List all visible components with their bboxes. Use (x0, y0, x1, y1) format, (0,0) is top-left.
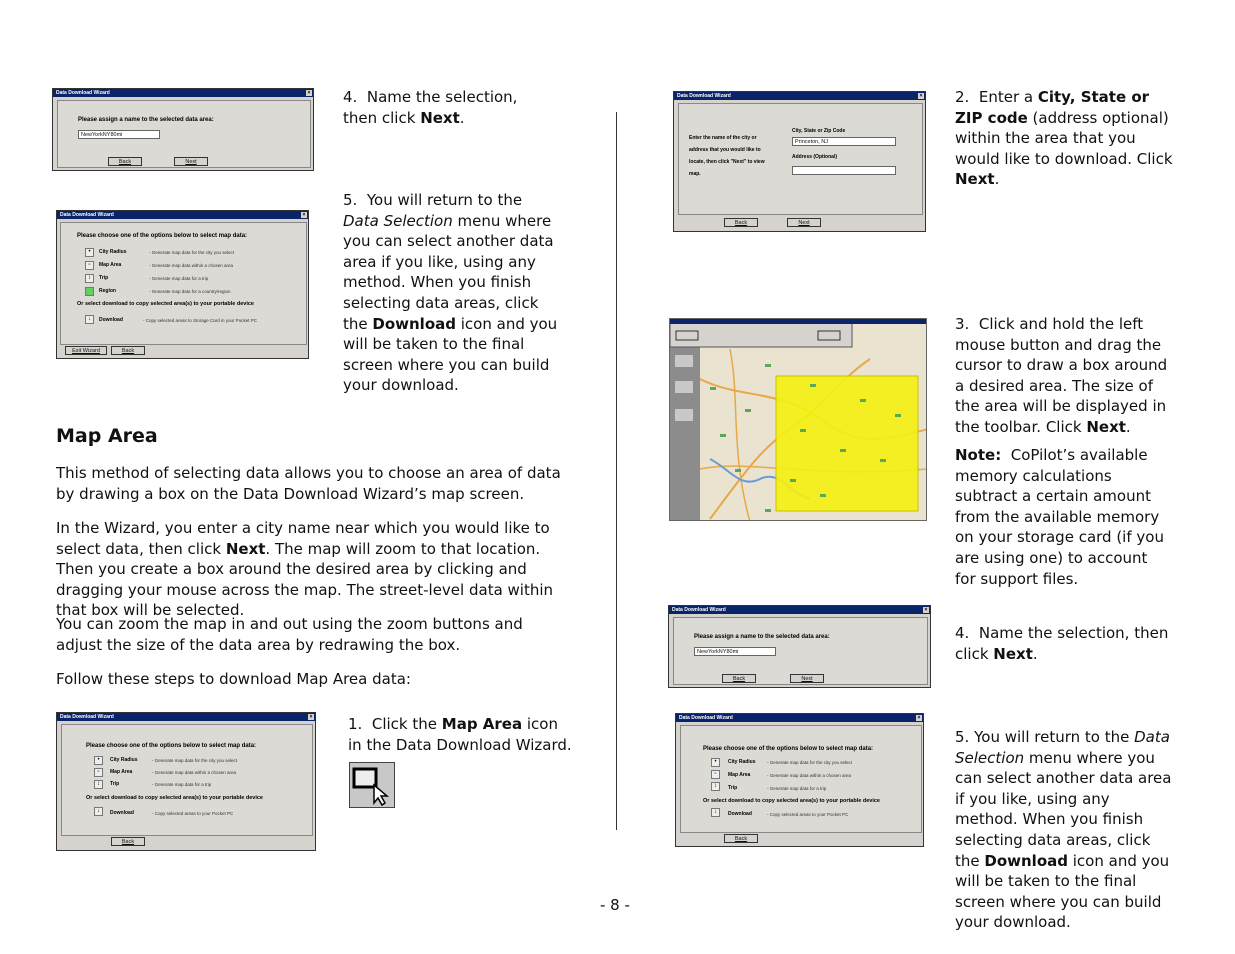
step-number: 2. (955, 88, 970, 106)
step-text-end: . (1125, 417, 1131, 436)
step-text-2: menu where you can select another data area if you like, using any method. When you finish selecting data areas, click the (955, 748, 1172, 870)
download-desc: - Copy selected areas to your Pocket PC (767, 812, 849, 817)
step-bold: Next (1086, 417, 1126, 436)
para-zoom: You can zoom the map in and out using the zoom buttons and adjust the size of the data area by redrawing the box. (56, 615, 523, 654)
column-divider (616, 112, 617, 830)
left-step1-text (348, 714, 573, 755)
map-area-label[interactable]: Map Area (99, 262, 122, 268)
name-field[interactable]: NewYorkNY80mi (694, 647, 776, 656)
step-bold: Download (984, 851, 1068, 870)
dialog-panel (60, 222, 307, 345)
map-area-desc: - Generate map data within a chosen area (767, 773, 852, 778)
step-text-end: icon in the Data Download Wizard. (348, 715, 572, 754)
para-text: In the Wizard, you enter a city name near which you would like to select data, then click (56, 519, 550, 558)
map-area-icon (349, 762, 395, 808)
para-follow: Follow these steps to download Map Area data: (56, 670, 411, 688)
download-label[interactable]: Download (110, 810, 134, 816)
city-radius-label[interactable]: City Radius (99, 249, 127, 255)
choose-prompt: Please choose one of the options below to select map data: (77, 233, 248, 239)
step-number: 3. (955, 315, 970, 333)
close-icon[interactable]: × (917, 715, 921, 721)
city-field[interactable]: Princeton, NJ (792, 137, 896, 146)
download-icon[interactable]: ↓ (711, 808, 720, 817)
city-radius-desc: - Generate map data for the city you select (767, 760, 853, 765)
step-number: 4. (955, 624, 970, 642)
step-text-3: icon and you will be taken to the final screen where you can build your download. (343, 314, 558, 395)
map-area-icon[interactable]: ▫ (94, 768, 103, 777)
trip-label[interactable]: Trip (728, 785, 738, 791)
dialog-titlebar (57, 211, 308, 219)
dialog-panel (678, 103, 923, 215)
back-button[interactable]: Back (108, 157, 142, 166)
or-select-prompt: Or select download to copy selected area(s) to your portable device (86, 795, 263, 801)
exit-wizard-button[interactable]: Exit Wizard (65, 346, 107, 355)
download-icon[interactable]: ↓ (94, 807, 103, 816)
map-area-label[interactable]: Map Area (728, 772, 751, 778)
step-number: 5. (343, 191, 358, 209)
dialog-panel (61, 724, 313, 836)
name-selection-dialog (52, 88, 314, 171)
next-button[interactable]: Next (174, 157, 208, 166)
dialog-title: Data Download Wizard (672, 607, 726, 613)
dialog-title: Data Download Wizard (679, 715, 733, 721)
map-area-desc: - Generate map data within a chosen area (152, 770, 237, 775)
region-icon[interactable] (85, 287, 94, 296)
dialog-titlebar (676, 714, 923, 722)
map-screenshot (669, 318, 927, 521)
step-text: Enter a (978, 88, 1038, 106)
dialog-titlebar (57, 713, 315, 721)
note-text (955, 445, 1170, 589)
city-label: City, State or Zip Code (792, 128, 846, 134)
step-text: Click and hold the left mouse button and drag the cursor to draw a box around a desired area. The size of the area will be displayed in the toolbar. Click (955, 315, 1168, 436)
trip-icon[interactable]: ↕ (711, 782, 720, 791)
note-body: CoPilot’s available memory calculations subtract a certain amount from the available memory on your storage card (if you are using one) to account for support files. (955, 446, 1164, 588)
step-bold: Download (372, 314, 456, 333)
back-button[interactable]: Back (111, 837, 145, 846)
trip-label[interactable]: Trip (110, 781, 120, 787)
step-text-3: icon and you will be taken to the final screen where you can build your download. (955, 851, 1170, 932)
city-radius-icon[interactable]: • (94, 756, 103, 765)
next-button[interactable]: Next (787, 218, 821, 227)
step-text: Name the selection, then click (343, 88, 518, 127)
step-text-mid: (address optional) within the area that you would like to download. Click (955, 108, 1173, 168)
dialog-title: Data Download Wizard (60, 714, 114, 720)
download-label[interactable]: Download (99, 317, 123, 323)
city-radius-label[interactable]: City Radius (728, 759, 756, 765)
dialog-titlebar (53, 89, 313, 97)
close-icon[interactable]: × (924, 607, 928, 613)
close-icon[interactable]: × (307, 90, 311, 96)
para-wizard (56, 518, 571, 621)
data-selection-dialog (56, 210, 309, 359)
step-bold: Map Area (441, 715, 523, 733)
trip-desc: - Generate map data for a trip (152, 782, 212, 787)
dialog-panel (673, 617, 928, 685)
para-text-end: . The map will zoom to that location. Then you create a box around the desired area by clicking and dragging your mouse across the map. The street-level data within that box will be selected. (56, 539, 554, 620)
back-button[interactable]: Back (722, 674, 756, 683)
dialog-titlebar (669, 606, 930, 614)
map-area-label[interactable]: Map Area (110, 769, 133, 775)
map-graphic (670, 319, 927, 521)
step-text: You will return to the (366, 191, 523, 209)
options-dialog (56, 712, 316, 851)
step-text: Click the (371, 715, 442, 733)
right-step4-text (955, 623, 1170, 664)
trip-icon[interactable]: ↕ (94, 780, 103, 789)
note-label: Note: (955, 446, 1002, 464)
step-text-2: menu where you can select another data area if you like, using any method. When you finish selecting data areas, click the (343, 211, 554, 333)
step-text-end: . (459, 108, 465, 127)
name-prompt: Please assign a name to the selected data area: (78, 117, 214, 123)
close-icon[interactable]: × (309, 714, 313, 720)
city-radius-desc: - Generate map data for the city you select (152, 758, 238, 763)
dialog-title: Data Download Wizard (677, 93, 731, 99)
city-radius-desc: - Generate map data for the city you select (149, 250, 235, 255)
enter-city-prompt: Enter the name of the city or address that you would like to locate, then click "Next" to view map. (689, 135, 765, 177)
step-text: You will return to the (974, 728, 1135, 746)
step-italic: Data Selection (955, 728, 1170, 767)
region-desc: - Generate map data for a country/region (149, 289, 231, 294)
choose-prompt: Please choose one of the options below to select map data: (703, 746, 874, 752)
back-button[interactable]: Back (724, 834, 758, 843)
right-step2-text (955, 87, 1175, 190)
left-step5-text (343, 190, 558, 396)
trip-icon[interactable]: ↕ (85, 274, 94, 283)
step-bold-2: Next (955, 170, 995, 189)
step-bold: City, State or ZIP code (955, 88, 1150, 127)
download-desc: - Copy selected areas to Storage Card in your Pocket PC (143, 318, 258, 323)
enter-city-dialog (673, 91, 926, 232)
close-icon[interactable]: × (919, 93, 923, 99)
name-selection-dialog (668, 605, 931, 688)
city-radius-label[interactable]: City Radius (110, 757, 138, 763)
name-prompt: Please assign a name to the selected data area: (694, 634, 830, 640)
choose-prompt: Please choose one of the options below to select map data: (86, 743, 257, 749)
right-step5-text (955, 727, 1173, 933)
step-text-end: . (994, 170, 1000, 189)
options-dialog (675, 713, 924, 847)
step-number: 5. (955, 728, 970, 746)
page-number: - 8 - (600, 896, 630, 914)
step-text: Name the selection, then click (955, 624, 1169, 663)
para-intro: This method of selecting data allows you to choose an area of data by drawing a box on the Data Download Wizard’s map screen. (56, 464, 561, 503)
section-title: Map Area (56, 425, 158, 447)
city-radius-icon[interactable]: • (711, 758, 720, 767)
trip-desc: - Generate map data for a trip (149, 276, 209, 281)
address-field[interactable] (792, 166, 896, 175)
region-label[interactable]: Region (99, 288, 116, 294)
back-button[interactable]: Back (111, 346, 145, 355)
step-number: 1. (348, 715, 363, 733)
or-select-prompt: Or select download to copy selected area(s) to your portable device (77, 301, 254, 307)
map-area-desc: - Generate map data within a chosen area (149, 263, 234, 268)
step-text-end: . (1032, 644, 1038, 663)
dialog-title: Data Download Wizard (60, 212, 114, 218)
dialog-titlebar (674, 92, 925, 100)
step-bold: Next (993, 644, 1033, 663)
para-bold: Next (225, 539, 266, 558)
city-radius-icon[interactable]: • (85, 248, 94, 257)
step-number: 4. (343, 88, 358, 106)
address-label: Address (Optional) (792, 154, 838, 160)
dialog-panel (57, 100, 311, 168)
dialog-title: Data Download Wizard (56, 90, 110, 96)
name-field[interactable]: NewYorkNY80mi (78, 130, 160, 139)
step-bold: Next (420, 108, 460, 127)
back-button[interactable]: Back (724, 218, 758, 227)
download-icon[interactable]: ↓ (85, 315, 94, 324)
map-area-icon[interactable]: ▫ (711, 770, 720, 779)
trip-desc: - Generate map data for a trip (767, 786, 827, 791)
close-icon[interactable]: × (302, 212, 306, 218)
trip-label[interactable]: Trip (99, 275, 109, 281)
step-italic: Data Selection (343, 211, 453, 230)
map-area-icon[interactable]: ▫ (85, 261, 94, 270)
dialog-panel (680, 725, 922, 833)
next-button[interactable]: Next (790, 674, 824, 683)
left-step4-text (343, 87, 553, 128)
map-area-icon-graphic (350, 763, 394, 807)
download-label[interactable]: Download (728, 811, 752, 817)
download-desc: - Copy selected areas to your Pocket PC (152, 811, 234, 816)
right-step3-text (955, 314, 1170, 438)
or-select-prompt: Or select download to copy selected area(s) to your portable device (703, 798, 880, 804)
